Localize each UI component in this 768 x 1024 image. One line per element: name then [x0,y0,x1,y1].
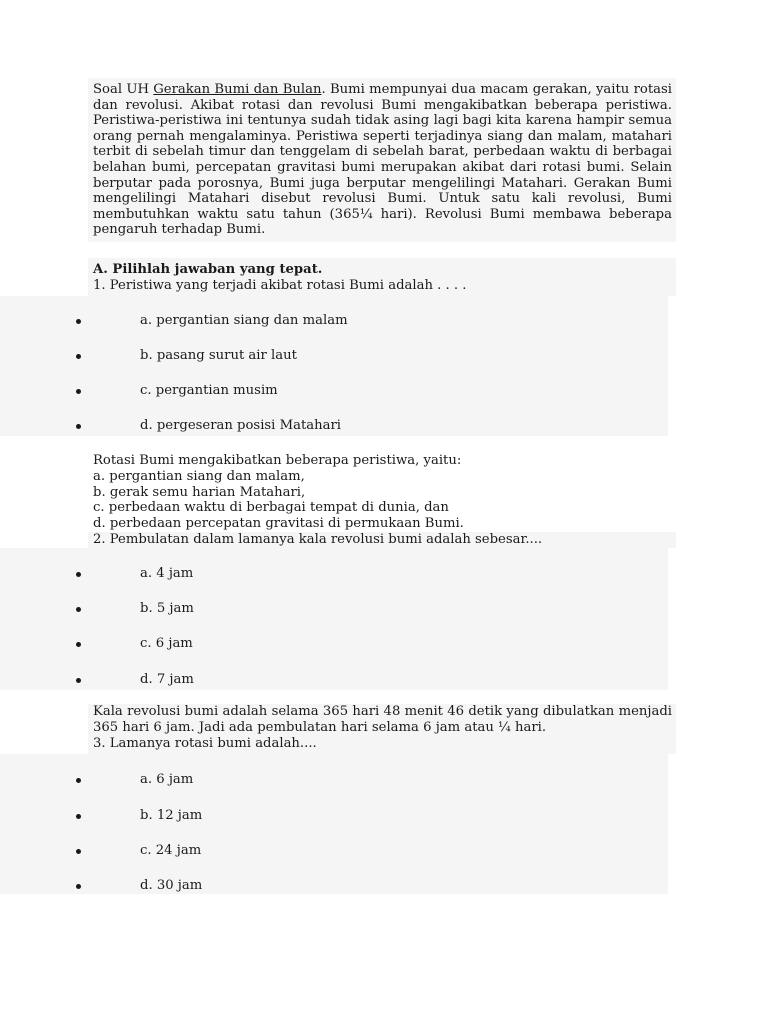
bullet-icon [76,354,81,359]
option-item[interactable] [0,416,668,436]
option-item[interactable] [0,876,668,896]
bullet-icon [76,389,81,394]
section-heading: A. Pilihlah jawaban yang tepat. [93,262,323,277]
explanation-line: a. pergantian siang dan malam, [93,468,305,484]
question-3-options [0,754,668,894]
intro-paragraph [88,78,676,242]
question-3: 3. Lamanya rotasi bumi adalah.... [93,735,317,751]
option-item[interactable] [0,770,668,790]
option-item[interactable] [0,670,668,690]
question-2-explanation [88,704,676,754]
bullet-icon [76,814,81,819]
question-1-options [0,296,668,436]
question-1-explanation [88,453,676,532]
topic-link[interactable]: Gerakan Bumi dan Bulan [153,82,322,97]
explanation-line: d. perbedaan percepatan gravitasi di permukaan Bumi. [93,516,464,532]
bullet-icon [76,678,81,683]
option-label: d. 7 jam [140,672,194,687]
bullet-icon [76,572,81,577]
option-item[interactable] [0,381,668,401]
option-label: b. pasang surut air laut [140,348,297,363]
explanation-line: c. perbedaan waktu di berbagai tempat di dunia, dan [93,500,449,516]
bullet-icon [76,424,81,429]
question-1: 1. Peristiwa yang terjadi akibat rotasi Bumi adalah . . . . [93,278,467,293]
option-label: c. 24 jam [140,843,202,858]
option-item[interactable] [0,311,668,331]
bullet-icon [76,884,81,889]
intro-prefix: Soal UH [93,82,154,97]
bullet-icon [76,849,81,854]
section-heading-block [88,258,676,296]
bullet-icon [76,607,81,612]
option-label: a. 4 jam [140,566,194,581]
bullet-icon [76,319,81,324]
option-label: a. 6 jam [140,772,194,787]
option-label: d. pergeseran posisi Matahari [140,418,341,433]
option-item[interactable] [0,806,668,826]
question-2-block [88,532,676,548]
option-item[interactable] [0,841,668,861]
explanation-line: Rotasi Bumi mengakibatkan beberapa peristiwa, yaitu: [93,453,462,468]
option-label: d. 30 jam [140,878,203,893]
intro-body: . Bumi mempunyai dua macam gerakan, yaitu rotasi dan revolusi. Akibat rotasi dan revolusi Bumi mengakibatkan beberapa peristiwa. Peristiwa-peristiwa ini tentunya sudah tidak asing lagi bagi kita karena hampir semua orang pernah mengalaminya. Peristiwa seperti terjadinya siang dan malam, matahari terbit di sebelah timur dan tenggelam di sebelah barat, perbedaan waktu di berbagai belahan bumi, percepatan gravitasi bumi merupakan akibat dari rotasi bumi. Selain berputar pada porosnya, Bumi juga berputar mengelilingi Matahari. Gerakan Bumi mengelilingi Matahari disebut revolusi Bumi. Untuk satu kali revolusi, Bumi membutuhkan waktu satu tahun (365¼ hari). Revolusi Bumi membawa beberapa pengaruh terhadap Bumi. [93,82,672,238]
question-2-options [0,548,668,690]
option-label: b. 12 jam [140,808,203,823]
option-item[interactable] [0,346,668,366]
explanation-line: b. gerak semu harian Matahari, [93,484,306,500]
option-label: b. 5 jam [140,601,194,616]
option-label: a. pergantian siang dan malam [140,313,348,328]
question-2: 2. Pembulatan dalam lamanya kala revolusi bumi adalah sebesar.... [93,532,543,547]
option-item[interactable] [0,564,668,584]
bullet-icon [76,778,81,783]
option-label: c. pergantian musim [140,383,278,398]
option-item[interactable] [0,634,668,654]
option-item[interactable] [0,599,668,619]
bullet-icon [76,642,81,647]
option-label: c. 6 jam [140,636,193,651]
explanation-line: Kala revolusi bumi adalah selama 365 hari 48 menit 46 detik yang dibulatkan menjadi 365 hari 6 jam. Jadi ada pembulatan hari selama 6 jam atau ¼ hari. [93,704,672,735]
